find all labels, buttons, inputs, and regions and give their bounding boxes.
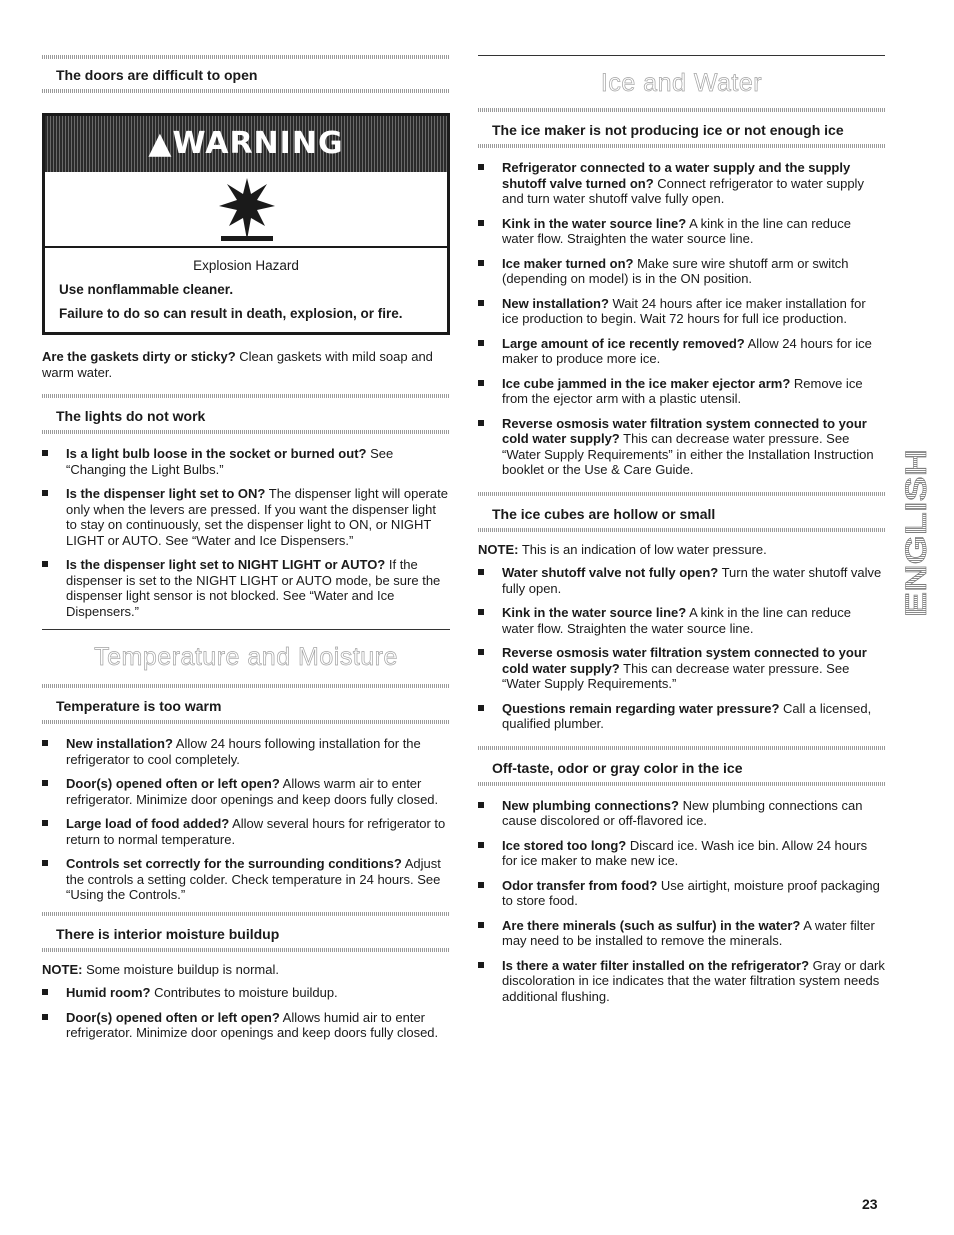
list-item: Large load of food added? Allow several hours for refrigerator to return to normal temperature. (42, 816, 450, 847)
temperature-section-title: Temperature and Moisture (94, 643, 398, 671)
list-item: Odor transfer from food? Use airtight, moisture proof packaging to store food. (478, 878, 885, 909)
warning-text (45, 248, 447, 332)
page-number: 23 (862, 1196, 878, 1212)
divider (478, 144, 885, 148)
divider (42, 720, 450, 724)
lights-list (42, 446, 450, 619)
hazard-title: Explosion Hazard (193, 258, 299, 273)
moisture-list (42, 985, 450, 1041)
temp-heading: Temperature is too warm (56, 698, 222, 714)
gaskets-paragraph (42, 349, 450, 380)
list-item: Reverse osmosis water filtration system connected to your cold water supply? This can decrease water pressure. See “Water Supply Requirements.” (478, 645, 885, 692)
hollow-heading: The ice cubes are hollow or small (492, 505, 716, 522)
moisture-heading: There is interior moisture buildup (56, 925, 280, 942)
explosion-icon (45, 172, 447, 248)
section-rule (42, 629, 450, 630)
list-item: Questions remain regarding water pressure? Call a licensed, qualified plumber. (478, 701, 885, 732)
list-item: Ice stored too long? Discard ice. Wash ice bin. Allow 24 hours for ice maker to make new ice. (478, 838, 885, 869)
warning-banner (45, 116, 447, 172)
list-item: Door(s) opened often or left open? Allows warm air to enter refrigerator. Minimize door openings and keep doors fully closed. (42, 776, 450, 807)
list-item: Kink in the water source line? A kink in the line can reduce water flow. Straighten the water source line. (478, 605, 885, 636)
divider (42, 89, 450, 93)
temp-list (42, 736, 450, 903)
list-item: Ice cube jammed in the ice maker ejector arm? Remove ice from the ejector arm with a plastic utensil. (478, 376, 885, 407)
taste-heading: Off-taste, odor or gray color in the ice (492, 759, 743, 776)
lights-heading: The lights do not work (56, 408, 206, 424)
divider (478, 528, 885, 532)
warning-box (42, 113, 450, 335)
right-column (478, 55, 885, 1013)
ice-section-title: Ice and Water (600, 69, 763, 97)
list-item: Kink in the water source line? A kink in the line can reduce water flow. Straighten the water source line. (478, 216, 885, 247)
list-item: New plumbing connections? New plumbing connections can cause discolored or off-flavored ice. (478, 798, 885, 829)
list-item: Is the dispenser light set to NIGHT LIGHT or AUTO? If the dispenser is set to the NIGHT LIGHT or AUTO mode, be sure the dispenser light sensor is not blocked. See “Water and Ice Dispensers.” (42, 557, 450, 619)
ice-maker-list (478, 160, 885, 478)
taste-list (478, 798, 885, 1005)
list-item: Reverse osmosis water filtration system connected to your cold water supply? This can decrease water pressure. See “Water Supply Requirements” in either the Installation Instruction booklet or the Use & Care Guide. (478, 416, 885, 478)
list-item: Water shutoff valve not fully open? Turn the water shutoff valve fully open. (478, 565, 885, 596)
language-side-tab (900, 447, 933, 619)
list-item: Door(s) opened often or left open? Allows humid air to enter refrigerator. Minimize door openings and keep doors fully closed. (42, 1010, 450, 1041)
language-tab-text: ENGLISH (900, 483, 933, 617)
list-item: Refrigerator connected to a water supply and the supply shutoff valve turned on? Connect refrigerator to water supply and turn water shutoff valve fully open. (478, 160, 885, 207)
list-item: New installation? Wait 24 hours after ice maker installation for ice production to begin. Wait 72 hours for full ice production. (478, 296, 885, 327)
warning-banner-text: WARNING (172, 126, 344, 161)
doors-heading: The doors are difficult to open (56, 67, 258, 83)
hollow-list (478, 565, 885, 732)
list-item: Humid room? Contributes to moisture buildup. (42, 985, 450, 1001)
list-item: Is the dispenser light set to ON? The dispenser light will operate only when the levers are pressed. If you want the dispenser light to stay on continuously, set the dispenser light to ON, or NIGHT LIGHT or AUTO. See “Water and Ice Dispensers.” (42, 486, 450, 548)
divider (42, 430, 450, 434)
warning-line-1: Use nonflammable cleaner. (59, 282, 234, 297)
list-item: Controls set correctly for the surrounding conditions? Adjust the controls a setting colder. Check temperature in 24 hours. See “Using the Controls.” (42, 856, 450, 903)
list-item: Are there minerals (such as sulfur) in the water? A water filter may need to be installed to remove the minerals. (478, 918, 885, 949)
moisture-note: NOTE: Some moisture buildup is normal. (42, 961, 279, 977)
gaskets-answer: Clean gaskets with mild soap and warm water. (42, 349, 433, 380)
section-rule (478, 55, 885, 56)
ice-maker-heading: The ice maker is not producing ice or not enough ice (492, 122, 844, 138)
list-item: Large amount of ice recently removed? Allow 24 hours for ice maker to produce more ice. (478, 336, 885, 367)
warning-triangle-icon: ▲ (148, 126, 173, 161)
gaskets-question: Are the gaskets dirty or sticky? (42, 349, 236, 364)
list-item: Is a light bulb loose in the socket or burned out? See “Changing the Light Bulbs.” (42, 446, 450, 477)
left-column (42, 55, 450, 1050)
list-item: Is there a water filter installed on the refrigerator? Gray or dark discoloration in ice indicates that the water filtration system needs additional flushing. (478, 958, 885, 1005)
hollow-note: NOTE: This is an indication of low water pressure. (478, 541, 767, 557)
list-item: New installation? Allow 24 hours following installation for the refrigerator to cool completely. (42, 736, 450, 767)
divider (478, 782, 885, 786)
warning-line-2: Failure to do so can result in death, explosion, or fire. (59, 306, 403, 321)
list-item: Ice maker turned on? Make sure wire shutoff arm or switch (depending on model) is in the ON position. (478, 256, 885, 287)
divider (42, 948, 450, 952)
